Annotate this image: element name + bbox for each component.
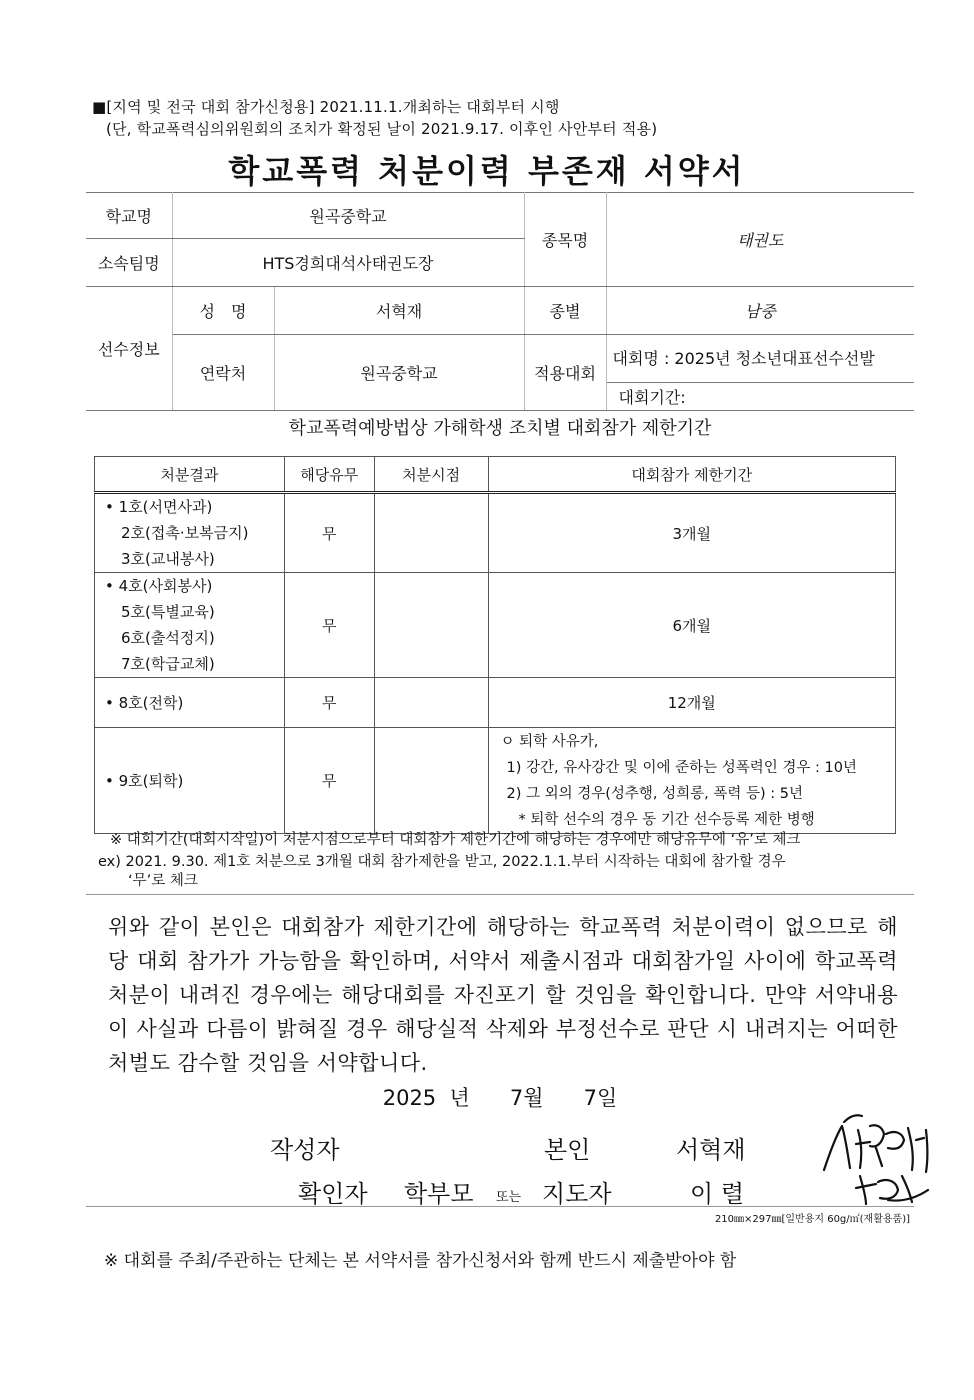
header-result: 처분결과: [95, 457, 285, 493]
category-value: 남중: [606, 287, 914, 335]
sanction-item: 5호(특별교육): [121, 603, 215, 621]
sanction-item: • 8호(전학): [105, 693, 184, 712]
period-detail: [488, 728, 896, 834]
note-2a: ex) 2021. 9.30. 제1호 처분으로 3개월 대회 참가제한을 받고, 2022.1.1.부터 시작하는 대회에 참가할 경우: [98, 854, 786, 870]
name-value: 서혁재: [274, 287, 524, 335]
sanction-items: [95, 573, 285, 678]
table-row: [95, 728, 896, 834]
period-line: 1) 강간, 유사강간 및 이에 준하는 성폭력인 경우 : 10년: [506, 759, 857, 776]
or-label: 또는: [496, 1190, 522, 1205]
parent-label: 학부모: [404, 1180, 474, 1208]
divider: [86, 1206, 914, 1207]
notice-line-1: ■[지역 및 전국 대회 참가신청용] 2021.11.1.개최하는 대회부터 시행: [92, 98, 560, 116]
event-value: 태권도: [606, 193, 914, 287]
coach-name: 이 렬: [690, 1180, 744, 1208]
team-label: 소속팀명: [86, 239, 172, 287]
date-year: 2025: [382, 1086, 437, 1110]
sanction-item: 3호(교내봉사): [121, 550, 215, 568]
time-value: [374, 493, 488, 573]
divider: [86, 894, 914, 895]
sanction-item: • 1호(서면사과): [105, 498, 213, 516]
notice-line-2: (단, 학교폭력심의위원회의 조치가 확정된 날이 2021.9.17. 이후인 사안부터 적용): [106, 120, 658, 138]
comp-label: 적용대회: [524, 335, 606, 411]
period-line: * 퇴학 선수의 경우 동 기간 선수등록 제한 병행: [518, 811, 815, 828]
event-label: 종목명: [524, 193, 606, 287]
bottom-note: ※ 대회를 주최/주관하는 단체는 본 서약서를 참가신청서와 함께 반드시 제출받아야 함: [104, 1251, 737, 1271]
period-value: 6개월: [488, 573, 896, 678]
table-row: [95, 678, 896, 728]
applicable-value: 무: [284, 493, 374, 573]
applicable-value: 무: [284, 678, 374, 728]
author-label: 작성자: [270, 1136, 340, 1164]
applicable-value: 무: [284, 728, 374, 834]
notice: [92, 96, 657, 140]
header-time: 처분시점: [374, 457, 488, 493]
name-label: 성 명: [172, 287, 274, 335]
header-applicable: 해당유무: [284, 457, 374, 493]
sanction-item: 6호(출석정지): [121, 629, 215, 647]
note-1: ※ 대회기간(대회시작일)이 처분시점으로부터 대회참가 제한기간에 해당하는 경우에만 해당유무에 ‘유’로 체크: [110, 832, 801, 848]
applicable-value: 무: [284, 573, 374, 678]
sanction-subtitle: 학교폭력예방법상 가해학생 조치별 대회참가 제한기간: [288, 418, 712, 439]
handwritten-signature: [816, 1104, 940, 1208]
comp-name: 대회명 : 2025년 청소년대표선수선발: [606, 335, 914, 383]
author-name: 서혁재: [676, 1136, 746, 1164]
contact-label: 연락처: [172, 335, 274, 411]
sanction-items: [95, 678, 285, 728]
player-label: 선수정보: [86, 287, 172, 411]
info-table: [86, 192, 914, 411]
sanction-item: • 9호(퇴학): [105, 771, 184, 790]
table-row: [95, 493, 896, 573]
period-value: 3개월: [488, 493, 896, 573]
period-line: ㅇ 퇴학 사유가,: [500, 733, 599, 750]
page-title: 학교폭력 처분이력 부존재 서약서: [228, 152, 746, 190]
time-value: [374, 678, 488, 728]
school-label: 학교명: [86, 193, 172, 239]
date-month: 7월: [509, 1086, 544, 1110]
sanction-item: 7호(학급교체): [121, 655, 215, 673]
note-2b: ‘무’로 체크: [128, 873, 198, 889]
period-value: 12개월: [488, 678, 896, 728]
sanction-table: [94, 456, 896, 834]
time-value: [374, 728, 488, 834]
sanction-item: • 4호(사회봉사): [105, 577, 213, 595]
contact-value: 원곡중학교: [274, 335, 524, 411]
self-label: 본인: [544, 1136, 591, 1164]
sanction-items: [95, 493, 285, 573]
time-value: [374, 573, 488, 678]
category-label: 종별: [524, 287, 606, 335]
pledge-text: 위와 같이 본인은 대회참가 제한기간에 해당하는 학교폭력 처분이력이 없으므로 해당 대회 참가가 가능함을 확인하며, 서약서 제출시점과 대회참가일 사이에 학교폭력 처분이 내려진 경우에는 해당대회를 자진포기 할 것임을 확인합니다. 만약 서약내용이 사실과 다름이 밝혀질 경우 해당실적 삭제와 부정선수로 판단 시 내려지는 어떠한 처벌도 감수할 것임을 서약합니다.: [108, 915, 898, 1075]
table-row: [95, 573, 896, 678]
comp-period: 대회기간:: [606, 383, 914, 411]
confirm-label: 확인자: [298, 1180, 368, 1208]
sanction-items: [95, 728, 285, 834]
school-value: 원곡중학교: [172, 193, 524, 239]
sanction-item: 2호(접촉·보복금지): [121, 524, 249, 542]
paper-spec: 210㎜×297㎜[일반용지 60g/㎡(재활용품)]: [714, 1214, 910, 1225]
team-value: HTS경희대석사태권도장: [172, 239, 524, 287]
header-period: 대회참가 제한기간: [488, 457, 896, 493]
date-day: 7일: [583, 1086, 618, 1110]
period-line: 2) 그 외의 경우(성추행, 성희롱, 폭력 등) : 5년: [506, 785, 804, 802]
coach-label: 지도자: [542, 1180, 612, 1208]
date-year-unit: 년: [449, 1086, 470, 1110]
